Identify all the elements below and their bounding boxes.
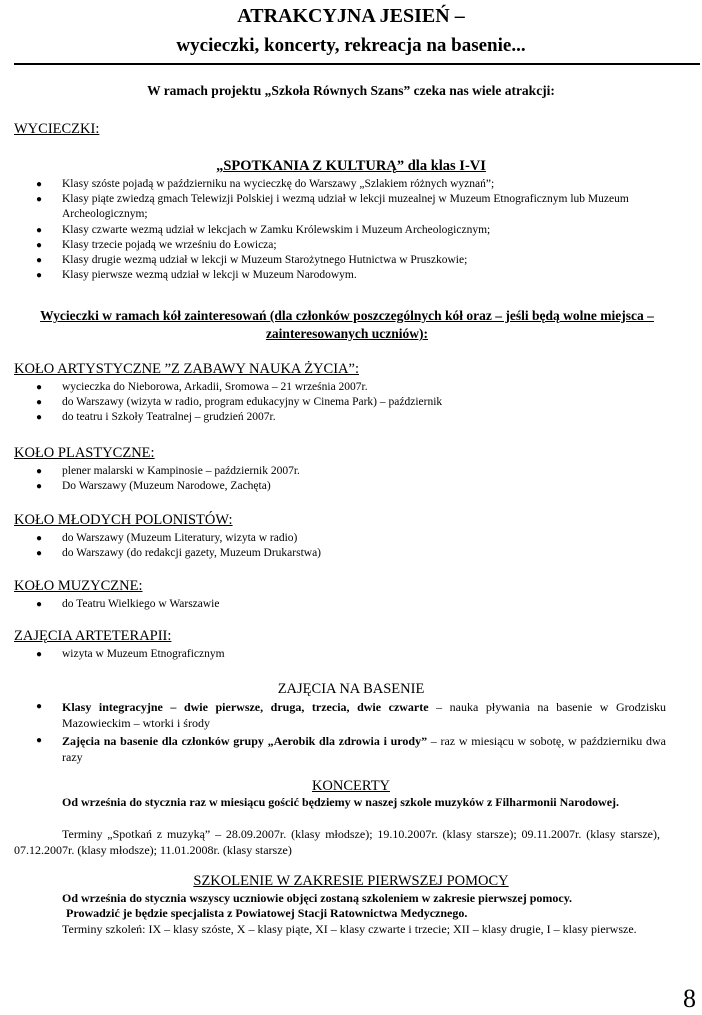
bullet-icon: ● — [36, 179, 43, 190]
list-item: ● Klasy szóste pojadą w październiku na wycieczkę do Warszawy „Szlakiem różnych wyznań”; — [0, 177, 680, 192]
bullet-icon: ● — [36, 481, 43, 493]
bullet-icon: ● — [36, 255, 43, 267]
kolo-plastyczne-list — [0, 464, 680, 494]
basen-heading: ZAJĘCIA NA BASENIE — [277, 681, 425, 697]
szkolenie-terms: Terminy szkoleń: IX – klasy szóste, X – klasy piąte, XI – klasy czwarte i trzecie; XII – klasy drugie, I – klasy pierwsze. — [62, 922, 637, 936]
koncerty-heading: KONCERTY — [311, 778, 391, 794]
bullet-icon: ● — [36, 548, 43, 560]
basen-list — [0, 699, 680, 765]
list-item: ● plener malarski w Kampinosie – październik 2007r. — [0, 464, 680, 479]
kolo-artystyczne-heading: KOŁO ARTYSTYCZNE ”Z ZABAWY NAUKA ŻYCIA”: — [14, 361, 359, 377]
szkolenie-heading: SZKOLENIE W ZAKRESIE PIERWSZEJ POMOCY — [193, 873, 509, 889]
arteterapia-heading: ZAJĘCIA ARTETERAPII: — [14, 628, 172, 644]
kolo-artystyczne-list — [0, 380, 680, 426]
koncerty-terms: Terminy „Spotkań z muzyką” – 28.09.2007r. (klasy młodsze); 19.10.2007r. (klasy starsze); 09.11.2007r. (klasy starsze), 07.12.2007r. (klasy młodsze); 11.01.2008r. (klasy starsze) — [14, 827, 660, 857]
list-item: ● do Warszawy (wizyta w radio, program edukacyjny w Cinema Park) – październik — [0, 395, 680, 410]
list-item: ● Klasy drugie wezmą udział w lekcji w Muzeum Starożytnego Hutnictwa w Pruszkowie; — [0, 253, 680, 268]
page-subtitle: wycieczki, koncerty, rekreacja na basenie... — [176, 35, 526, 56]
list-item: ● do Teatru Wielkiego w Warszawie — [0, 597, 680, 612]
list-item: ● Zajęcia na basenie dla członków grupy „Aerobik dla zdrowia i urody” – raz w miesiącu w sobotę, w październiku dwa razy — [36, 734, 666, 764]
szkolenie-text-1: Od września do stycznia wszyscy uczniowie objęci zostaną szkoleniem w zakresie pierwszej pomocy. — [62, 891, 573, 905]
koncerty-text: Od września do stycznia raz w miesiącu gościć będziemy w naszej szkole muzyków z Filharmonii Narodowej. — [62, 795, 620, 809]
bullet-icon: ● — [36, 533, 43, 544]
bullet-icon: ● — [36, 701, 43, 712]
kolo-muzyczne-list — [0, 597, 680, 612]
list-item: ● Klasy trzecie pojadą we wrześniu do Łowicza; — [0, 238, 680, 253]
kola-heading: Wycieczki w ramach kół zainteresowań (dla członków poszczególnych kół oraz – jeśli będą wolne miejsca – zainteresowanych uczniów): — [40, 308, 654, 341]
list-item: ● Do Warszawy (Muzeum Narodowe, Zachęta) — [0, 479, 680, 494]
kolo-plastyczne-heading: KOŁO PLASTYCZNE: — [14, 445, 155, 461]
kolo-polonistow-list — [0, 531, 680, 561]
list-item: ● do Warszawy (Muzeum Literatury, wizyta w radio) — [0, 531, 680, 546]
bullet-icon: ● — [36, 224, 43, 236]
bullet-icon: ● — [36, 412, 43, 424]
list-item: ● wizyta w Muzeum Etnograficznym — [0, 647, 680, 662]
spotkania-heading: „SPOTKANIA Z KULTURĄ” dla klas I-VI — [216, 158, 486, 174]
list-item: ● do Warszawy (do redakcji gazety, Muzeum Drukarstwa) — [0, 546, 680, 561]
list-item: ● Klasy pierwsze wezmą udział w lekcji w Muzeum Narodowym. — [0, 268, 680, 283]
list-item: ● Klasy integracyjne – dwie pierwsze, druga, trzecia, dwie czwarte – nauka pływania na basenie w Grodzisku Mazowieckim – wtorki i środy — [36, 700, 666, 730]
page-title: ATRAKCYJNA JESIEŃ – — [237, 5, 465, 27]
list-item: ● wycieczka do Nieborowa, Arkadii, Sromowa – 21 września 2007r. — [0, 380, 680, 395]
szkolenie-text-2: Prowadzić je będzie specjalista z Powiatowej Stacji Ratownictwa Medycznego. — [66, 906, 468, 920]
kolo-muzyczne-heading: KOŁO MUZYCZNE: — [14, 578, 143, 594]
page-number: 8 — [683, 984, 696, 1013]
bullet-icon: ● — [36, 735, 43, 746]
list-item: ● do teatru i Szkoły Teatralnej – grudzień 2007r. — [0, 410, 680, 425]
bullet-icon: ● — [36, 466, 43, 477]
list-item: ● Klasy piąte zwiedzą gmach Telewizji Polskiej i wezmą udział w lekcji muzealnej w Muzeum Etnograficznym lub Muzeum Archeologicznym; — [36, 193, 629, 221]
spotkania-list — [0, 177, 680, 283]
title-divider — [14, 63, 700, 65]
bullet-icon: ● — [36, 239, 43, 251]
kolo-polonistow-heading: KOŁO MŁODYCH POLONISTÓW: — [14, 512, 233, 528]
bullet-icon: ● — [36, 397, 43, 409]
wycieczki-heading: WYCIECZKI: — [14, 121, 100, 137]
bullet-icon: ● — [36, 194, 43, 206]
bullet-icon: ● — [36, 382, 43, 393]
bullet-icon: ● — [36, 270, 43, 282]
bullet-icon: ● — [36, 649, 43, 660]
list-item: ● Klasy czwarte wezmą udział w lekcjach w Zamku Królewskim i Muzeum Archeologicznym; — [0, 223, 680, 238]
intro-text: W ramach projektu „Szkoła Równych Szans” czeka nas wiele atrakcji: — [147, 83, 555, 98]
bullet-icon: ● — [36, 599, 43, 610]
arteterapia-list — [0, 647, 680, 662]
